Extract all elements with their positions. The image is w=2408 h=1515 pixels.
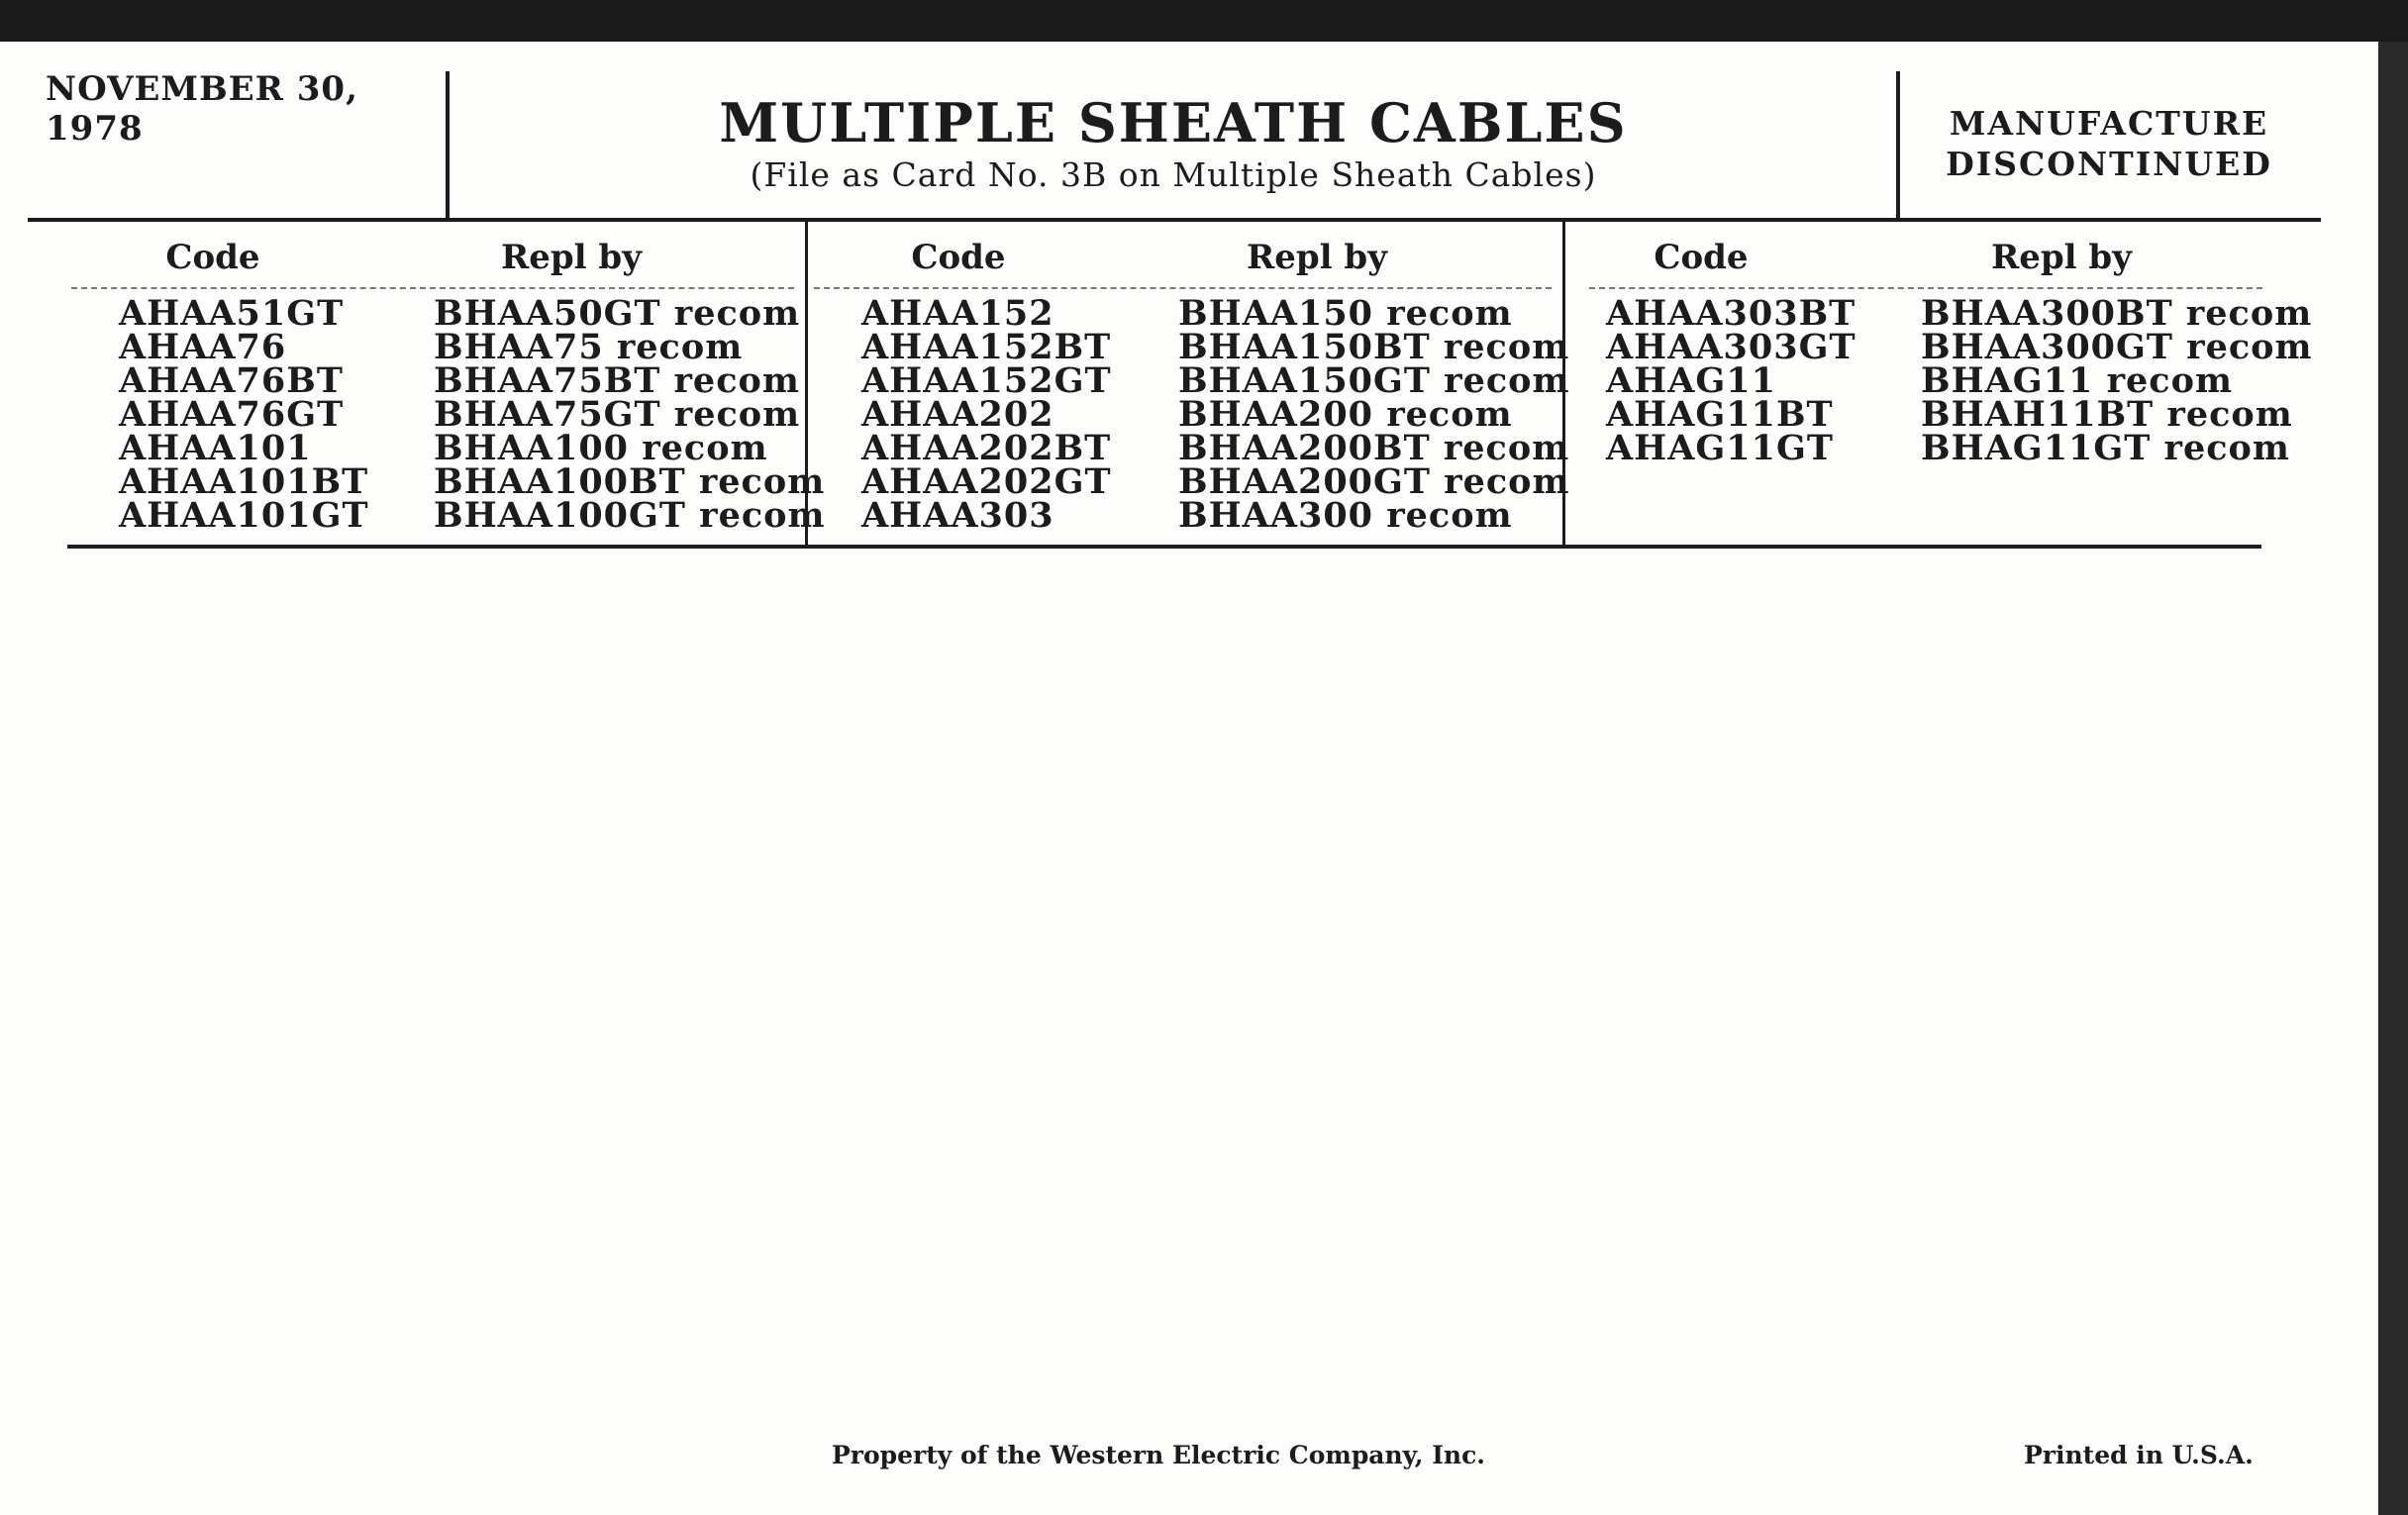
table-cell-code: AHAA152 xyxy=(861,293,1054,334)
code-header-1: Code xyxy=(165,238,260,277)
table-cell-code: AHAA202BT xyxy=(861,428,1112,468)
table-cell-code: AHAA303BT xyxy=(1606,293,1856,334)
table-cell-repl: BHAA50GT recom xyxy=(434,293,801,334)
repl-column-1 xyxy=(434,293,826,536)
repl-header-3: Repl by xyxy=(1991,238,2132,277)
table-top-rule xyxy=(28,218,2321,222)
table-cell-code: AHAA152BT xyxy=(861,327,1112,367)
table-cell-repl: BHAH11BT recom xyxy=(1921,394,2293,435)
table-cell-code: AHAA152GT xyxy=(861,360,1112,401)
card-date: NOVEMBER 30, 1978 xyxy=(46,69,358,149)
code-header-3: Code xyxy=(1654,238,1749,277)
table-cell-repl: BHAA200BT recom xyxy=(1178,428,1570,468)
table-cell-code: AHAA76GT xyxy=(119,394,345,435)
table-cell-code: AHAA202GT xyxy=(861,461,1112,502)
table-cell-repl: BHAA75GT recom xyxy=(434,394,801,435)
table-cell-repl: BHAA200GT recom xyxy=(1178,461,1570,502)
table-cell-code: AHAA76BT xyxy=(119,360,344,401)
code-column-2 xyxy=(861,293,1112,536)
header-underline-3 xyxy=(1589,287,2262,289)
header-divider-right xyxy=(1896,71,1900,218)
table-cell-code: AHAA101 xyxy=(119,428,312,468)
table-cell-repl: BHAA100GT recom xyxy=(434,495,826,536)
table-cell-repl: BHAA300GT recom xyxy=(1921,327,2313,367)
table-cell-repl: BHAG11 recom xyxy=(1921,360,2233,401)
table-cell-repl: BHAA75 recom xyxy=(434,327,744,367)
repl-column-3 xyxy=(1921,293,2313,468)
status-label xyxy=(1906,103,2312,184)
code-column-1 xyxy=(119,293,369,536)
header-underline-2 xyxy=(814,287,1552,289)
table-cell-repl: BHAA200 recom xyxy=(1178,394,1513,435)
footer-property-note: Property of the Western Electric Company, Inc. xyxy=(832,1441,1486,1469)
table-cell-repl: BHAA100BT recom xyxy=(434,461,826,502)
status-line-2: DISCONTINUED xyxy=(1946,145,2272,183)
status-line-1: MANUFACTURE xyxy=(1949,104,2269,143)
table-cell-code: AHAG11 xyxy=(1606,360,1776,401)
table-cell-code: AHAG11BT xyxy=(1606,394,1834,435)
table-cell-code: AHAA202 xyxy=(861,394,1054,435)
table-cell-repl: BHAA300 recom xyxy=(1178,495,1513,536)
table-cell-code: AHAA101GT xyxy=(119,495,369,536)
header-underline-1 xyxy=(71,287,794,289)
table-cell-repl: BHAA150 recom xyxy=(1178,293,1513,334)
table-cell-repl: BHAA75BT recom xyxy=(434,360,800,401)
table-cell-code: AHAG11GT xyxy=(1606,428,1834,468)
table-cell-repl: BHAG11GT recom xyxy=(1921,428,2290,468)
repl-column-2 xyxy=(1178,293,1570,536)
table-cell-code: AHAA101BT xyxy=(119,461,369,502)
code-column-3 xyxy=(1606,293,1856,468)
repl-header-2: Repl by xyxy=(1247,238,1387,277)
table-cell-code: AHAA76 xyxy=(119,327,287,367)
table-cell-repl: BHAA150GT recom xyxy=(1178,360,1570,401)
repl-header-1: Repl by xyxy=(501,238,642,277)
table-cell-repl: BHAA150BT recom xyxy=(1178,327,1570,367)
table-cell-code: AHAA303GT xyxy=(1606,327,1856,367)
table-cell-code: AHAA303 xyxy=(861,495,1054,536)
table-cell-code: AHAA51GT xyxy=(119,293,345,334)
card-subtitle: (File as Card No. 3B on Multiple Sheath Cables) xyxy=(750,155,1597,194)
table-cell-repl: BHAA300BT recom xyxy=(1921,293,2313,334)
card-title: MULTIPLE SHEATH CABLES xyxy=(719,91,1628,154)
table-cell-repl: BHAA100 recom xyxy=(434,428,768,468)
scan-edge xyxy=(2378,42,2408,1515)
table-bottom-rule xyxy=(67,545,2261,549)
footer-printed-note: Printed in U.S.A. xyxy=(2024,1441,2254,1469)
header-divider-left xyxy=(446,71,450,218)
code-header-2: Code xyxy=(911,238,1006,277)
